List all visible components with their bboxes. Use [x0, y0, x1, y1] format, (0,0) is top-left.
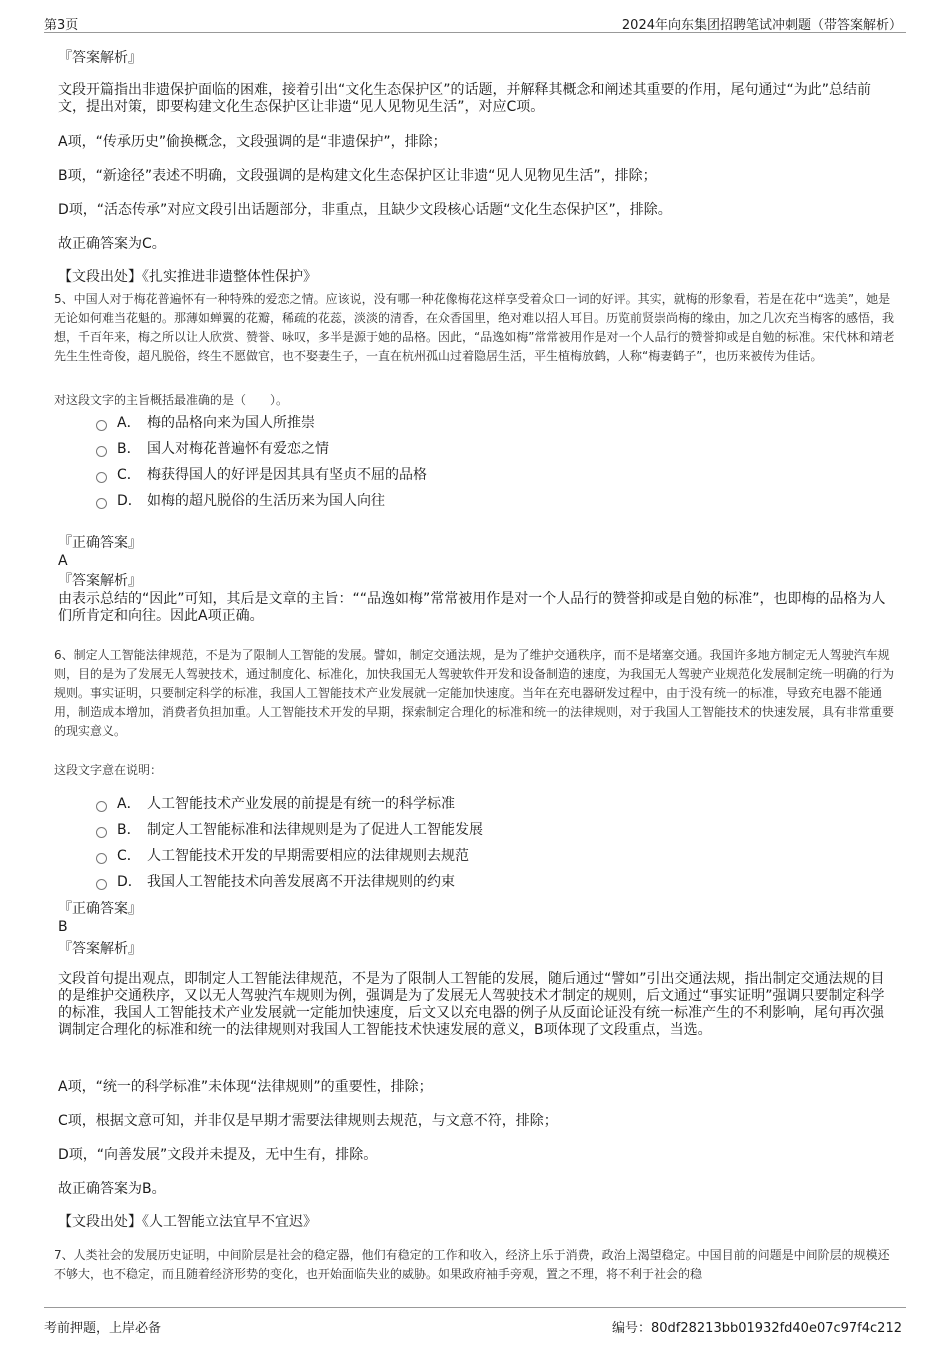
radio-icon[interactable] — [96, 853, 107, 864]
document-code: 编号：80df28213bb01932fd40e07c97f4c212 — [612, 1321, 902, 1336]
q6-analysis-text: 文段首句提出观点，即制定人工智能法律规范，不是为了限制人工智能的发展，随后通过“譬如”引出交通法规，指出制定交通法规的目的是维护交通秩序，又以无人驾驶汽车规则为例，强调是为了发展无人驾驶技术才制定的规则，后文通过“事实证明”强调只要制定科学的标准，我国人工智能技术产业发展就一定能加快速度，后文又以充电器的例子从反面论证没有统一标准产生的不利影响，尾句再次强调制定合理化的标准和统一的法律规则对我国人工智能技术快速发展的意义，B项体现了文段重点，当选。 — [58, 971, 885, 1038]
q4-conclusion: 故正确答案为C。 — [58, 236, 166, 252]
q6-option-a[interactable]: A． 人工智能技术产业发展的前提是有统一的科学标准 — [96, 790, 886, 816]
radio-icon[interactable] — [96, 420, 107, 431]
q6-note-c: C项，根据文意可知，并非仅是早期才需要法律规则去规范，与文意不符，排除； — [58, 1113, 558, 1129]
q5-option-c[interactable]: C． 梅获得国人的好评是因其具有坚贞不屈的品格 — [96, 461, 886, 487]
q5-answer: A — [58, 553, 68, 569]
radio-icon[interactable] — [96, 879, 107, 890]
footer-slogan: 考前押题，上岸必备 — [44, 1321, 162, 1336]
q6-conclusion: 故正确答案为B。 — [58, 1181, 166, 1197]
q5-options — [96, 409, 886, 513]
q6-passage: 6、制定人工智能法律规范，不是为了限制人工智能的发展。譬如，制定交通法规，是为了维护交通秩序，而不是堵塞交通。我国许多地方制定无人驾驶汽车规则，目的是为了发展无人驾驶技术，通过制度化、标准化，加快我国无人驾驶软件开发和设备制造的速度，为我国无人驾驶产业规范化发展制定统一明确的行为规则。事实证明，只要制定科学的标准，我国人工智能技术产业发展就一定能加快速度。当年在充电器研发过程中，由于没有统一的标准，导致充电器不能通用，制造成本增加，消费者负担加重。人工智能技术开发的早期，探索制定合理化的标准和统一的法律规则，对于我国人工智能技术的快速发展，具有非常重要的现实意义。 — [54, 648, 895, 738]
radio-icon[interactable] — [96, 446, 107, 457]
document-title: 2024年向东集团招聘笔试冲刺题（带答案解析） — [621, 18, 902, 33]
q7-passage: 7、人类社会的发展历史证明，中间阶层是社会的稳定器，他们有稳定的工作和收入，经济上乐于消费，政治上渴望稳定。中国目前的问题是中间阶层的规模还不够大，也不稳定，而且随着经济形势的变化，也开始面临失业的威胁。如果政府袖手旁观，置之不理，将不利于社会的稳 — [54, 1248, 890, 1281]
q6-options — [96, 790, 886, 894]
q4-analysis-text: 文段开篇指出非遗保护面临的困难，接着引出“文化生态保护区”的话题，并解释其概念和阐述其重要的作用，尾句通过“为此”总结前文，提出对策，即要构建文化生态保护区让非遗“见人见物见生活”，对应C项。 — [58, 82, 872, 115]
q6-option-d[interactable]: D． 我国人工智能技术向善发展离不开法律规则的约束 — [96, 868, 886, 894]
q4-note-a: A项，“传承历史”偷换概念，文段强调的是“非遗保护”，排除； — [58, 134, 447, 150]
q5-answer-title: 『正确答案』 — [58, 535, 142, 551]
q4-analysis-title: 『答案解析』 — [58, 50, 142, 66]
q5-option-d[interactable]: D． 如梅的超凡脱俗的生活历来为国人向往 — [96, 487, 886, 513]
q6-answer: B — [58, 919, 68, 935]
q5-option-a[interactable]: A． 梅的品格向来为国人所推崇 — [96, 409, 886, 435]
q5-question: 对这段文字的主旨概括最准确的是（ ）。 — [54, 393, 289, 407]
radio-icon[interactable] — [96, 498, 107, 509]
page-footer — [44, 1307, 906, 1338]
q6-note-d: D项，“向善发展”文段并未提及，无中生有，排除。 — [58, 1147, 378, 1163]
q4-source: 【文段出处】《扎实推进非遗整体性保护》 — [58, 269, 317, 285]
page-header — [44, 8, 906, 33]
q6-source: 【文段出处】《人工智能立法宜早不宜迟》 — [58, 1214, 317, 1230]
q6-question: 这段文字意在说明： — [54, 763, 163, 777]
q6-option-b[interactable]: B． 制定人工智能标准和法律规则是为了促进人工智能发展 — [96, 816, 886, 842]
q4-note-b: B项，“新途径”表述不明确，文段强调的是构建文化生态保护区让非遗“见人见物见生活”，排除； — [58, 168, 657, 184]
q4-note-d: D项，“活态传承”对应文段引出话题部分，非重点，且缺少文段核心话题“文化生态保护区”，排除。 — [58, 202, 672, 218]
radio-icon[interactable] — [96, 827, 107, 838]
radio-icon[interactable] — [96, 472, 107, 483]
q5-analysis-text: 由表示总结的“因此”可知，其后是文章的主旨：““品逸如梅”常常被用作是对一个人品行的赞誉抑或是自勉的标准”，也即梅的品格为人们所肯定和向往。因此A项正确。 — [58, 591, 886, 624]
q6-note-a: A项，“统一的科学标准”未体现“法律规则”的重要性，排除； — [58, 1079, 433, 1095]
q6-answer-title: 『正确答案』 — [58, 901, 142, 917]
q6-analysis-title: 『答案解析』 — [58, 941, 142, 957]
page-number: 第3页 — [44, 18, 79, 33]
q5-passage: 5、中国人对于梅花普遍怀有一种特殊的爱恋之情。应该说，没有哪一种花像梅花这样享受着众口一词的好评。其实，就梅的形象看，若是在花中“选美”，她是无论如何难当花魁的。那薄如蝉翼的花瓣，稀疏的花蕊，淡淡的清香，在众香国里，绝对难以招人耳目。历览前贤崇尚梅的缘由，加之几次充当梅客的感悟，我想，千百年来，梅之所以让人欣赏、赞誉、咏叹，多半是源于她的品格。因此，“品逸如梅”常常被用作是对一个人品行的赞誉抑或是自勉的标准。宋代林和靖老先生生性奇俊，超凡脱俗，终生不愿做官，也不娶妻生子，一直在杭州孤山过着隐居生活，平生植梅放鹤，人称“梅妻鹤子”，也历来被传为佳话。 — [54, 292, 895, 363]
q6-option-c[interactable]: C． 人工智能技术开发的早期需要相应的法律规则去规范 — [96, 842, 886, 868]
q5-option-b[interactable]: B． 国人对梅花普遍怀有爱恋之情 — [96, 435, 886, 461]
q5-analysis-title: 『答案解析』 — [58, 573, 142, 589]
radio-icon[interactable] — [96, 801, 107, 812]
